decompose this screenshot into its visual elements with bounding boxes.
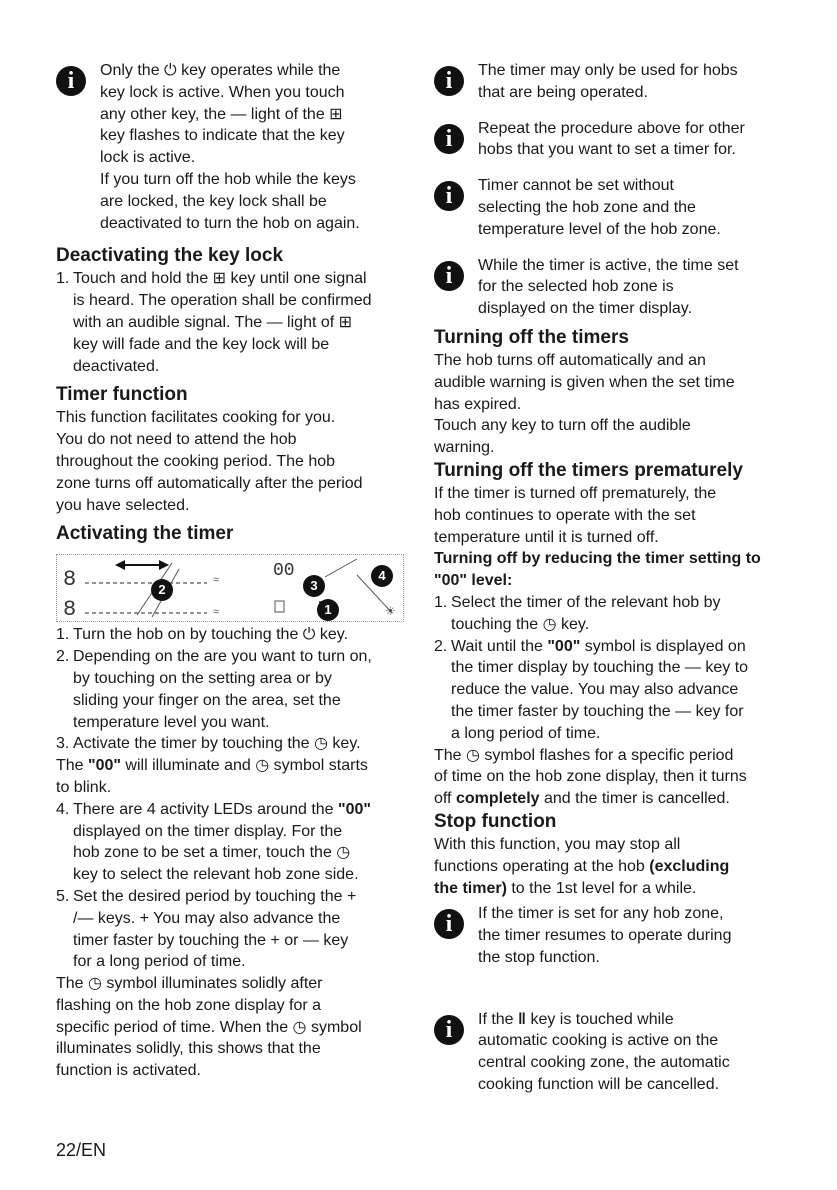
lock-key-icon: [275, 601, 284, 612]
note-line: cooking function will be cancelled.: [478, 1076, 720, 1094]
body-line: temperature until it is turned off.: [434, 528, 659, 546]
body-line: hob continues to operate with the set: [434, 506, 696, 524]
note-line: the timer resumes to operate during: [478, 927, 732, 945]
arrow-left-head: [115, 560, 125, 570]
note-repeat: [434, 118, 786, 162]
note-line: selecting the hob zone and the: [478, 198, 696, 216]
text-span: functions operating at the hob: [434, 857, 650, 875]
note-key-lock: [56, 60, 408, 234]
pause-key-icon: ‖: [518, 1010, 526, 1028]
marker-4: 4: [371, 565, 393, 587]
note-line: automatic cooking is active on the: [478, 1032, 719, 1050]
step-line: Activate the timer by touching the ◷ key.: [73, 735, 361, 753]
info-icon: i: [434, 66, 464, 96]
step-number: 2.: [56, 648, 70, 666]
arrow-right-head: [159, 560, 169, 570]
body-line: The hob turns off automatically and an: [434, 351, 706, 369]
body-line: audible warning is given when the set time: [434, 373, 735, 391]
note-line: central cooking zone, the automatic: [478, 1054, 730, 1072]
step-line: temperature level you want.: [73, 713, 270, 731]
heading-timer-function: Timer function: [56, 384, 188, 406]
body-line: [56, 755, 408, 777]
note-line: The timer may only be used for hobs: [478, 62, 738, 79]
text-span: symbol is displayed on: [580, 637, 746, 655]
step-item: [56, 268, 408, 377]
info-icon: i: [434, 181, 464, 211]
text-span: Wait until the: [451, 637, 548, 655]
body-line: illuminates solidly, this shows that the: [56, 1040, 321, 1058]
marker-3: 3: [303, 575, 325, 597]
step-line: Depending on the are you want to turn on,: [73, 648, 372, 666]
note-line: Repeat the procedure above for other: [478, 119, 745, 137]
heat-icon: ≈: [213, 606, 220, 619]
text-span: There are 4 activity LEDs around the: [73, 800, 339, 818]
step-line: hob zone to be set a timer, touch the ◷: [73, 844, 351, 862]
bold-span: the timer): [434, 879, 507, 897]
bold-span: "00": [88, 757, 121, 775]
note-line: key flashes to indicate that the key: [100, 127, 345, 145]
text-span: key is touched while: [526, 1010, 674, 1028]
heading-activating-timer: Activating the timer: [56, 523, 234, 545]
note-line: for the selected hob zone is: [478, 278, 674, 296]
note-line: lock is active.: [100, 149, 196, 167]
step-line: Select the timer of the relevant hob by: [451, 593, 721, 611]
step-item: [434, 636, 786, 745]
text-span: to the 1st level for a while.: [506, 879, 697, 897]
bold-span: (excluding: [649, 857, 730, 875]
body-line: [434, 856, 786, 878]
reduce-steps: [434, 592, 786, 745]
note-cannot-set: [434, 175, 786, 240]
body-line: of time on the hob zone display, then it turns: [434, 768, 747, 786]
step-line: key will fade and the key lock will be: [73, 335, 330, 353]
body-line: you have selected.: [56, 496, 190, 514]
info-icon: i: [434, 124, 464, 154]
finger-outline: [325, 559, 357, 577]
step-item: [56, 646, 408, 733]
note-timer-active: [434, 255, 786, 320]
note-line: temperature level of the hob zone.: [478, 220, 721, 238]
step-number: 1.: [434, 593, 448, 611]
info-icon: i: [434, 1015, 464, 1045]
note-line: Only the ⏻ key operates while the: [100, 62, 341, 79]
step-line: the timer faster by touching the — key for: [451, 702, 744, 720]
control-panel-diagram: [56, 554, 404, 622]
note-line: hobs that you want to set a timer for.: [478, 141, 736, 159]
note-line: any other key, the — light of the ⊞: [100, 105, 343, 123]
body-line: has expired.: [434, 395, 522, 413]
note-timer-used: [434, 60, 786, 104]
body-line: [434, 878, 786, 900]
step-line: touching the ◷ key.: [451, 615, 590, 633]
heading-stop-function: Stop function: [434, 810, 557, 832]
step-line: is heard. The operation shall be confirmed: [73, 292, 372, 310]
step-line: displayed on the timer display. For the: [73, 822, 343, 840]
step-line: sliding your finger on the area, set the: [73, 691, 341, 709]
bold-span: "00": [547, 637, 581, 655]
step-number: 3.: [56, 735, 70, 753]
heading-deactivating-key-lock: Deactivating the key lock: [56, 245, 284, 267]
info-icon: i: [434, 909, 464, 939]
note-line: that are being operated.: [478, 83, 648, 101]
note-line: key lock is active. When you touch: [100, 83, 345, 101]
note-line: the stop function.: [478, 948, 600, 966]
body-line: zone turns off automatically after the period: [56, 474, 363, 492]
step-line: Touch and hold the ⊞ key until one signal: [73, 270, 367, 288]
step-line: for a long period of time.: [73, 953, 246, 971]
body-line: warning.: [434, 439, 495, 457]
body-line: to blink.: [56, 778, 112, 796]
step-line: Turn the hob on by touching the ⏻ key.: [73, 626, 349, 644]
heading-reducing-timer: Turning off by reducing the timer setting to: [434, 550, 761, 568]
timer-display: 00: [273, 561, 295, 582]
heading-reducing-timer-cont: "00" level:: [434, 572, 513, 590]
body-line: throughout the cooking period. The hob: [56, 452, 336, 470]
step-item: [56, 799, 408, 886]
step-item: [56, 624, 408, 646]
zone-display-top: 8: [63, 567, 77, 593]
page-number: 22/EN: [56, 1140, 107, 1160]
step-number: 5.: [56, 887, 70, 905]
note-line: If you turn off the hob while the keys: [100, 170, 356, 188]
step-line: Set the desired period by touching the +: [73, 887, 357, 905]
marker-2: 2: [151, 579, 173, 601]
step-line: [73, 799, 408, 821]
step-number: 2.: [434, 637, 448, 655]
note-automatic-cooking: [434, 1009, 786, 1096]
heading-turning-off-timers: Turning off the timers: [434, 326, 629, 348]
bold-span: "00": [338, 800, 371, 818]
body-line: This function facilitates cooking for you.: [56, 409, 336, 427]
step-line: the timer display by touching the — key to: [451, 659, 749, 677]
step-item: [56, 733, 408, 755]
note-line: are locked, the key lock shall be: [100, 192, 327, 210]
step-number: 1.: [56, 270, 70, 288]
marker-1: 1: [317, 599, 339, 621]
text-span: The: [56, 757, 89, 775]
step-line: /— keys. + You may also advance the: [73, 909, 341, 927]
deactivate-steps: [56, 268, 408, 377]
note-line: [478, 1009, 786, 1031]
note-line: While the timer is active, the time set: [478, 256, 739, 274]
step-item: [434, 592, 786, 636]
body-line: Touch any key to turn off the audible: [434, 417, 691, 435]
note-line: deactivated to turn the hob on again.: [100, 214, 360, 232]
step-number: 1.: [56, 626, 70, 644]
sun-icon: ☀: [385, 604, 396, 619]
step-line: [451, 636, 786, 658]
text-span: and the timer is cancelled.: [539, 790, 730, 808]
body-line: With this function, you may stop all: [434, 835, 681, 853]
text-span: off: [434, 790, 456, 808]
control-panel-illustration: [57, 555, 403, 621]
step-line: a long period of time.: [451, 724, 601, 742]
bold-span: completely: [455, 790, 540, 808]
note-line: Timer cannot be set without: [478, 177, 674, 195]
note-line: If the timer is set for any hob zone,: [478, 905, 724, 923]
activate-steps-cont: [56, 799, 408, 973]
body-line: The ◷ symbol flashes for a specific period: [434, 746, 734, 764]
note-line: displayed on the timer display.: [478, 300, 693, 318]
step-line: deactivated.: [73, 357, 160, 375]
note-stop-timer: [434, 903, 786, 968]
step-line: key to select the relevant hob zone side.: [73, 866, 359, 884]
info-icon: i: [434, 261, 464, 291]
step-line: timer faster by touching the + or — key: [73, 931, 349, 949]
step-item: [56, 886, 408, 973]
activate-steps: [56, 624, 408, 755]
body-line: specific period of time. When the ◷ symbol: [56, 1018, 362, 1036]
step-line: by touching on the setting area or by: [73, 669, 332, 687]
right-column: [434, 60, 786, 1096]
body-line: flashing on the hob zone display for a: [56, 996, 322, 1014]
step-line: reduce the value. You may also advance: [451, 681, 739, 699]
heat-icon: ≈: [213, 574, 220, 587]
zone-display-bottom: 8: [63, 597, 77, 622]
left-column: [56, 60, 408, 1082]
heading-turning-off-prematurely: Turning off the timers prematurely: [434, 459, 743, 481]
body-line: The ◷ symbol illuminates solidly after: [56, 975, 323, 993]
text-span: will illuminate and ◷ symbol starts: [120, 757, 368, 775]
step-line: with an audible signal. The — light of ⊞: [73, 313, 353, 331]
body-line: [434, 788, 786, 810]
step-number: 4.: [56, 800, 70, 818]
body-line: If the timer is turned off prematurely, the: [434, 484, 717, 502]
body-line: You do not need to attend the hob: [56, 431, 297, 449]
info-icon: i: [56, 66, 86, 96]
text-span: If the: [478, 1010, 519, 1028]
body-line: function is activated.: [56, 1062, 201, 1080]
